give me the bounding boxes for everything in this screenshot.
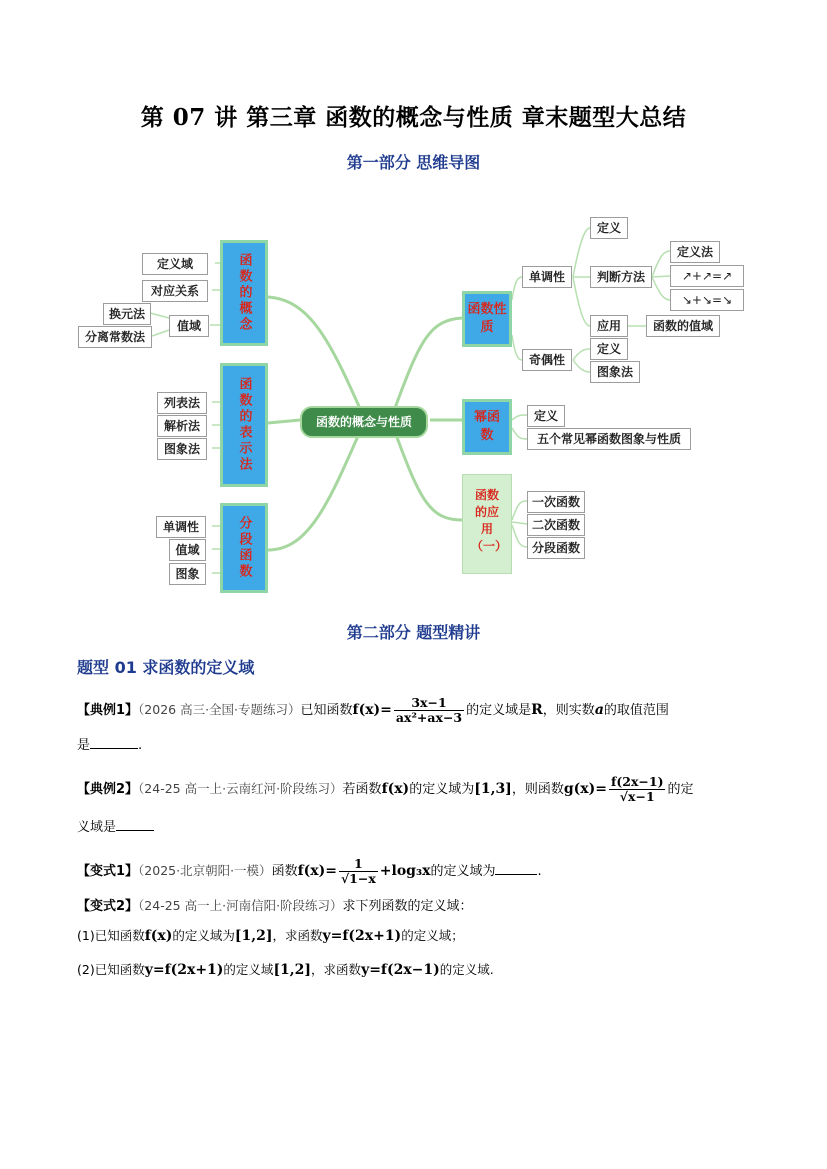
variant2-q2-post: ，求函数 — [311, 962, 362, 977]
leaf-piecewise-graph: 图象 — [169, 563, 206, 585]
variant2-q1-post: ，求函数 — [272, 928, 323, 943]
leaf-mono-definition: 定义 — [590, 217, 628, 239]
node-function-representation: 函数的表示法 — [220, 363, 268, 487]
example2-post: ，则函数 — [511, 782, 564, 797]
variant1-denominator: √1−x — [340, 871, 376, 886]
node-function-application: 函数的应用（一） — [462, 474, 512, 574]
example1-numerator: 3x−1 — [394, 696, 464, 711]
example2-fraction — [609, 775, 666, 804]
node-power-function: 幂函数 — [462, 399, 512, 455]
variant1-pre: 函数 — [271, 864, 298, 879]
variant1-end: 的定义域为 — [430, 864, 496, 879]
variant2-q2-interval: [1,2] — [273, 962, 312, 978]
example1-blank — [90, 736, 138, 749]
example1-line2-text: 是 — [77, 738, 91, 753]
leaf-piecewise-app: 分段函数 — [527, 537, 585, 559]
leaf-separate-constant: 分离常数法 — [78, 326, 152, 348]
variant2-q1-end: 的定义域； — [401, 928, 464, 943]
example1-fraction — [394, 696, 464, 725]
variant2-q1-interval: [1,2] — [234, 928, 273, 944]
example1-real-set: R — [531, 702, 543, 718]
example1-label: 【典例1】 — [77, 703, 139, 718]
example2-interval: [1,3] — [474, 781, 512, 797]
variant2-q1-f: f(x) — [144, 928, 173, 944]
leaf-piecewise-monotonic: 单调性 — [156, 516, 206, 538]
variant1-lhs: f(x)= — [297, 863, 337, 879]
variant1-blank — [495, 862, 537, 875]
variant1-label: 【变式1】 — [77, 864, 139, 879]
variant1-source: （2025·北京朝阳·一模） — [138, 863, 272, 878]
example2-mid: 的定义域为 — [409, 782, 475, 797]
variant1-log: +log₃x — [379, 863, 431, 879]
variant2-q2-mid: 的定义域 — [223, 962, 274, 977]
example2-source: （24-25 高一上·云南红河·阶段练习） — [138, 781, 343, 796]
leaf-linear-function: 一次函数 — [527, 491, 585, 513]
variant1-line — [77, 857, 542, 886]
leaf-power-five-common: 五个常见幂函数图象与性质 — [527, 428, 691, 450]
node-piecewise-function: 分段函数 — [220, 503, 268, 593]
leaf-decreasing-rule: ↘+↘=↘ — [670, 289, 744, 311]
example1-source: （2026 高三·全国·专题练习） — [138, 702, 301, 717]
leaf-parity-graph: 图象法 — [590, 361, 640, 383]
example1-text: 已知函数 — [300, 703, 353, 718]
variant2-q1-mid: 的定义域为 — [172, 928, 235, 943]
example2-line2-text: 义域是 — [77, 820, 117, 835]
variant2-source: （24-25 高一上·河南信阳·阶段练习） — [138, 898, 343, 913]
variant2-q1 — [77, 926, 464, 946]
leaf-monotonicity: 单调性 — [522, 266, 572, 288]
example1-lhs: f(x)= — [352, 702, 392, 718]
example2-denominator: √x−1 — [619, 789, 655, 804]
leaf-definition-method: 定义法 — [670, 241, 720, 263]
example1-post: ，则实数 — [542, 703, 595, 718]
leaf-parity-definition: 定义 — [590, 338, 628, 360]
variant1-fraction — [339, 857, 378, 886]
example1-var-a: a — [594, 702, 604, 718]
leaf-judge-method: 判断方法 — [590, 266, 652, 288]
example1-line2 — [77, 736, 142, 756]
variant2-line — [77, 896, 473, 917]
variant2-label: 【变式2】 — [77, 899, 139, 914]
example2-pre: 若函数 — [342, 782, 382, 797]
example1-mid: 的定义域是 — [466, 703, 532, 718]
node-function-concept: 函数的概念 — [220, 240, 268, 346]
variant1-numerator: 1 — [339, 857, 378, 872]
variant2-q1-g: y=f(2x+1) — [322, 928, 402, 944]
example2-lhs: g(x)= — [563, 781, 607, 797]
variant2-q2 — [77, 960, 494, 980]
variant2-q1-pre: (1)已知函数 — [77, 928, 145, 943]
leaf-quadratic-function: 二次函数 — [527, 514, 585, 536]
example2-numerator: f(2x−1) — [610, 774, 664, 789]
leaf-domain: 定义域 — [142, 253, 208, 275]
variant2-text: 求下列函数的定义域： — [342, 899, 473, 914]
variant2-q2-g: y=f(2x−1) — [361, 962, 440, 978]
example1-line1 — [77, 696, 669, 725]
leaf-graph-method: 图象法 — [157, 438, 207, 460]
leaf-function-range: 函数的值域 — [646, 315, 720, 337]
example2-line2 — [77, 818, 154, 838]
variant2-q2-end: 的定义域. — [439, 962, 494, 977]
leaf-parity: 奇偶性 — [522, 349, 572, 371]
leaf-increasing-rule: ↗+↗=↗ — [670, 265, 744, 287]
example1-period: . — [138, 738, 143, 753]
variant2-q2-f: y=f(2x+1) — [144, 962, 224, 978]
node-function-property: 函数性质 — [462, 291, 512, 347]
leaf-substitution: 换元法 — [103, 303, 151, 325]
leaf-application: 应用 — [590, 315, 628, 337]
page-title: 第 07 讲 第三章 函数的概念与性质 章末题型大总结 — [140, 104, 687, 131]
example1-end: 的取值范围 — [603, 703, 669, 718]
question-type-heading: 题型 01 求函数的定义域 — [77, 658, 255, 677]
example1-denominator: ax²+ax−3 — [395, 710, 463, 725]
leaf-analytic-method: 解析法 — [157, 415, 207, 437]
example2-blank — [116, 818, 154, 831]
leaf-range: 值域 — [169, 315, 209, 337]
leaf-power-definition: 定义 — [527, 405, 565, 427]
example2-fx: f(x) — [381, 781, 410, 797]
example2-label: 【典例2】 — [77, 782, 139, 797]
leaf-correspondence: 对应关系 — [142, 280, 208, 302]
variant2-q2-pre: (2)已知函数 — [77, 962, 145, 977]
leaf-piecewise-range: 值域 — [169, 539, 206, 561]
variant1-period: . — [537, 864, 542, 879]
part1-heading: 第一部分 思维导图 — [346, 153, 481, 172]
example2-line1 — [77, 775, 694, 804]
example2-end: 的定 — [667, 782, 694, 797]
mindmap-center-node: 函数的概念与性质 — [300, 406, 428, 438]
leaf-table-method: 列表法 — [157, 392, 207, 414]
part2-heading: 第二部分 题型精讲 — [346, 623, 481, 642]
